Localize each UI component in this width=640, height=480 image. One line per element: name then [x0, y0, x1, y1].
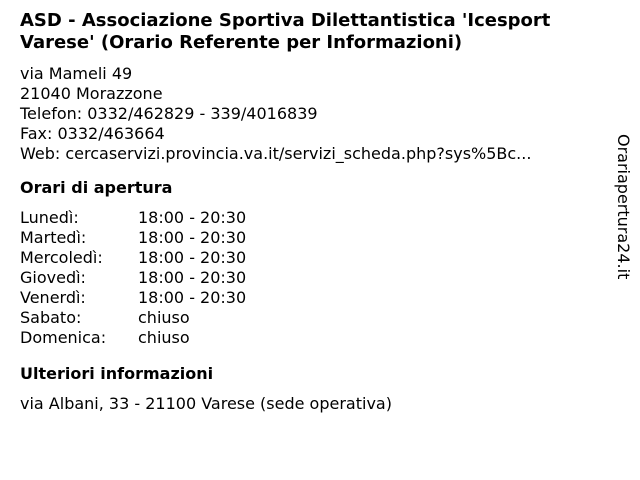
- website-link[interactable]: Web: cercaservizi.provincia.va.it/servizi_scheda.php?sys%5Bc...: [20, 144, 532, 163]
- time-value: 18:00 - 20:30: [138, 208, 247, 227]
- hours-row-wednesday: [20, 248, 610, 268]
- time-value: 18:00 - 20:30: [138, 288, 247, 307]
- day-label: Venerdì:: [20, 288, 86, 307]
- time-value: 18:00 - 20:30: [138, 248, 247, 267]
- time-value: chiuso: [138, 308, 190, 327]
- hours-row-saturday: [20, 308, 610, 328]
- time-value: 18:00 - 20:30: [138, 268, 247, 287]
- hours-row-tuesday: [20, 228, 610, 248]
- opening-hours-list: [20, 208, 610, 348]
- day-label: Giovedì:: [20, 268, 86, 287]
- business-address: [20, 64, 610, 164]
- address-street: via Mameli 49: [20, 64, 133, 83]
- hours-row-monday: [20, 208, 610, 228]
- business-title: ASD - Associazione Sportiva Dilettantistica 'Icesport Varese' (Orario Referente per Informazioni): [20, 10, 551, 53]
- time-value: chiuso: [138, 328, 190, 347]
- hours-row-thursday: [20, 268, 610, 288]
- day-label: Lunedì:: [20, 208, 79, 227]
- additional-info-title: Ulteriori informazioni: [20, 364, 214, 383]
- opening-hours-title: Orari di apertura: [20, 178, 173, 197]
- day-label: Martedì:: [20, 228, 87, 247]
- site-brand-vertical[interactable]: Orariapertura24.it: [614, 134, 633, 280]
- day-label: Domenica:: [20, 328, 107, 347]
- phone-text: Telefon: 0332/462829 - 339/4016839: [20, 104, 318, 123]
- hours-row-sunday: [20, 328, 610, 348]
- fax-text: Fax: 0332/463664: [20, 124, 165, 143]
- time-value: 18:00 - 20:30: [138, 228, 247, 247]
- day-label: Sabato:: [20, 308, 82, 327]
- day-label: Mercoledì:: [20, 248, 103, 267]
- business-card: [20, 10, 610, 414]
- hours-row-friday: [20, 288, 610, 308]
- additional-info-text: via Albani, 33 - 21100 Varese (sede operativa): [20, 394, 392, 413]
- address-city: 21040 Morazzone: [20, 84, 163, 103]
